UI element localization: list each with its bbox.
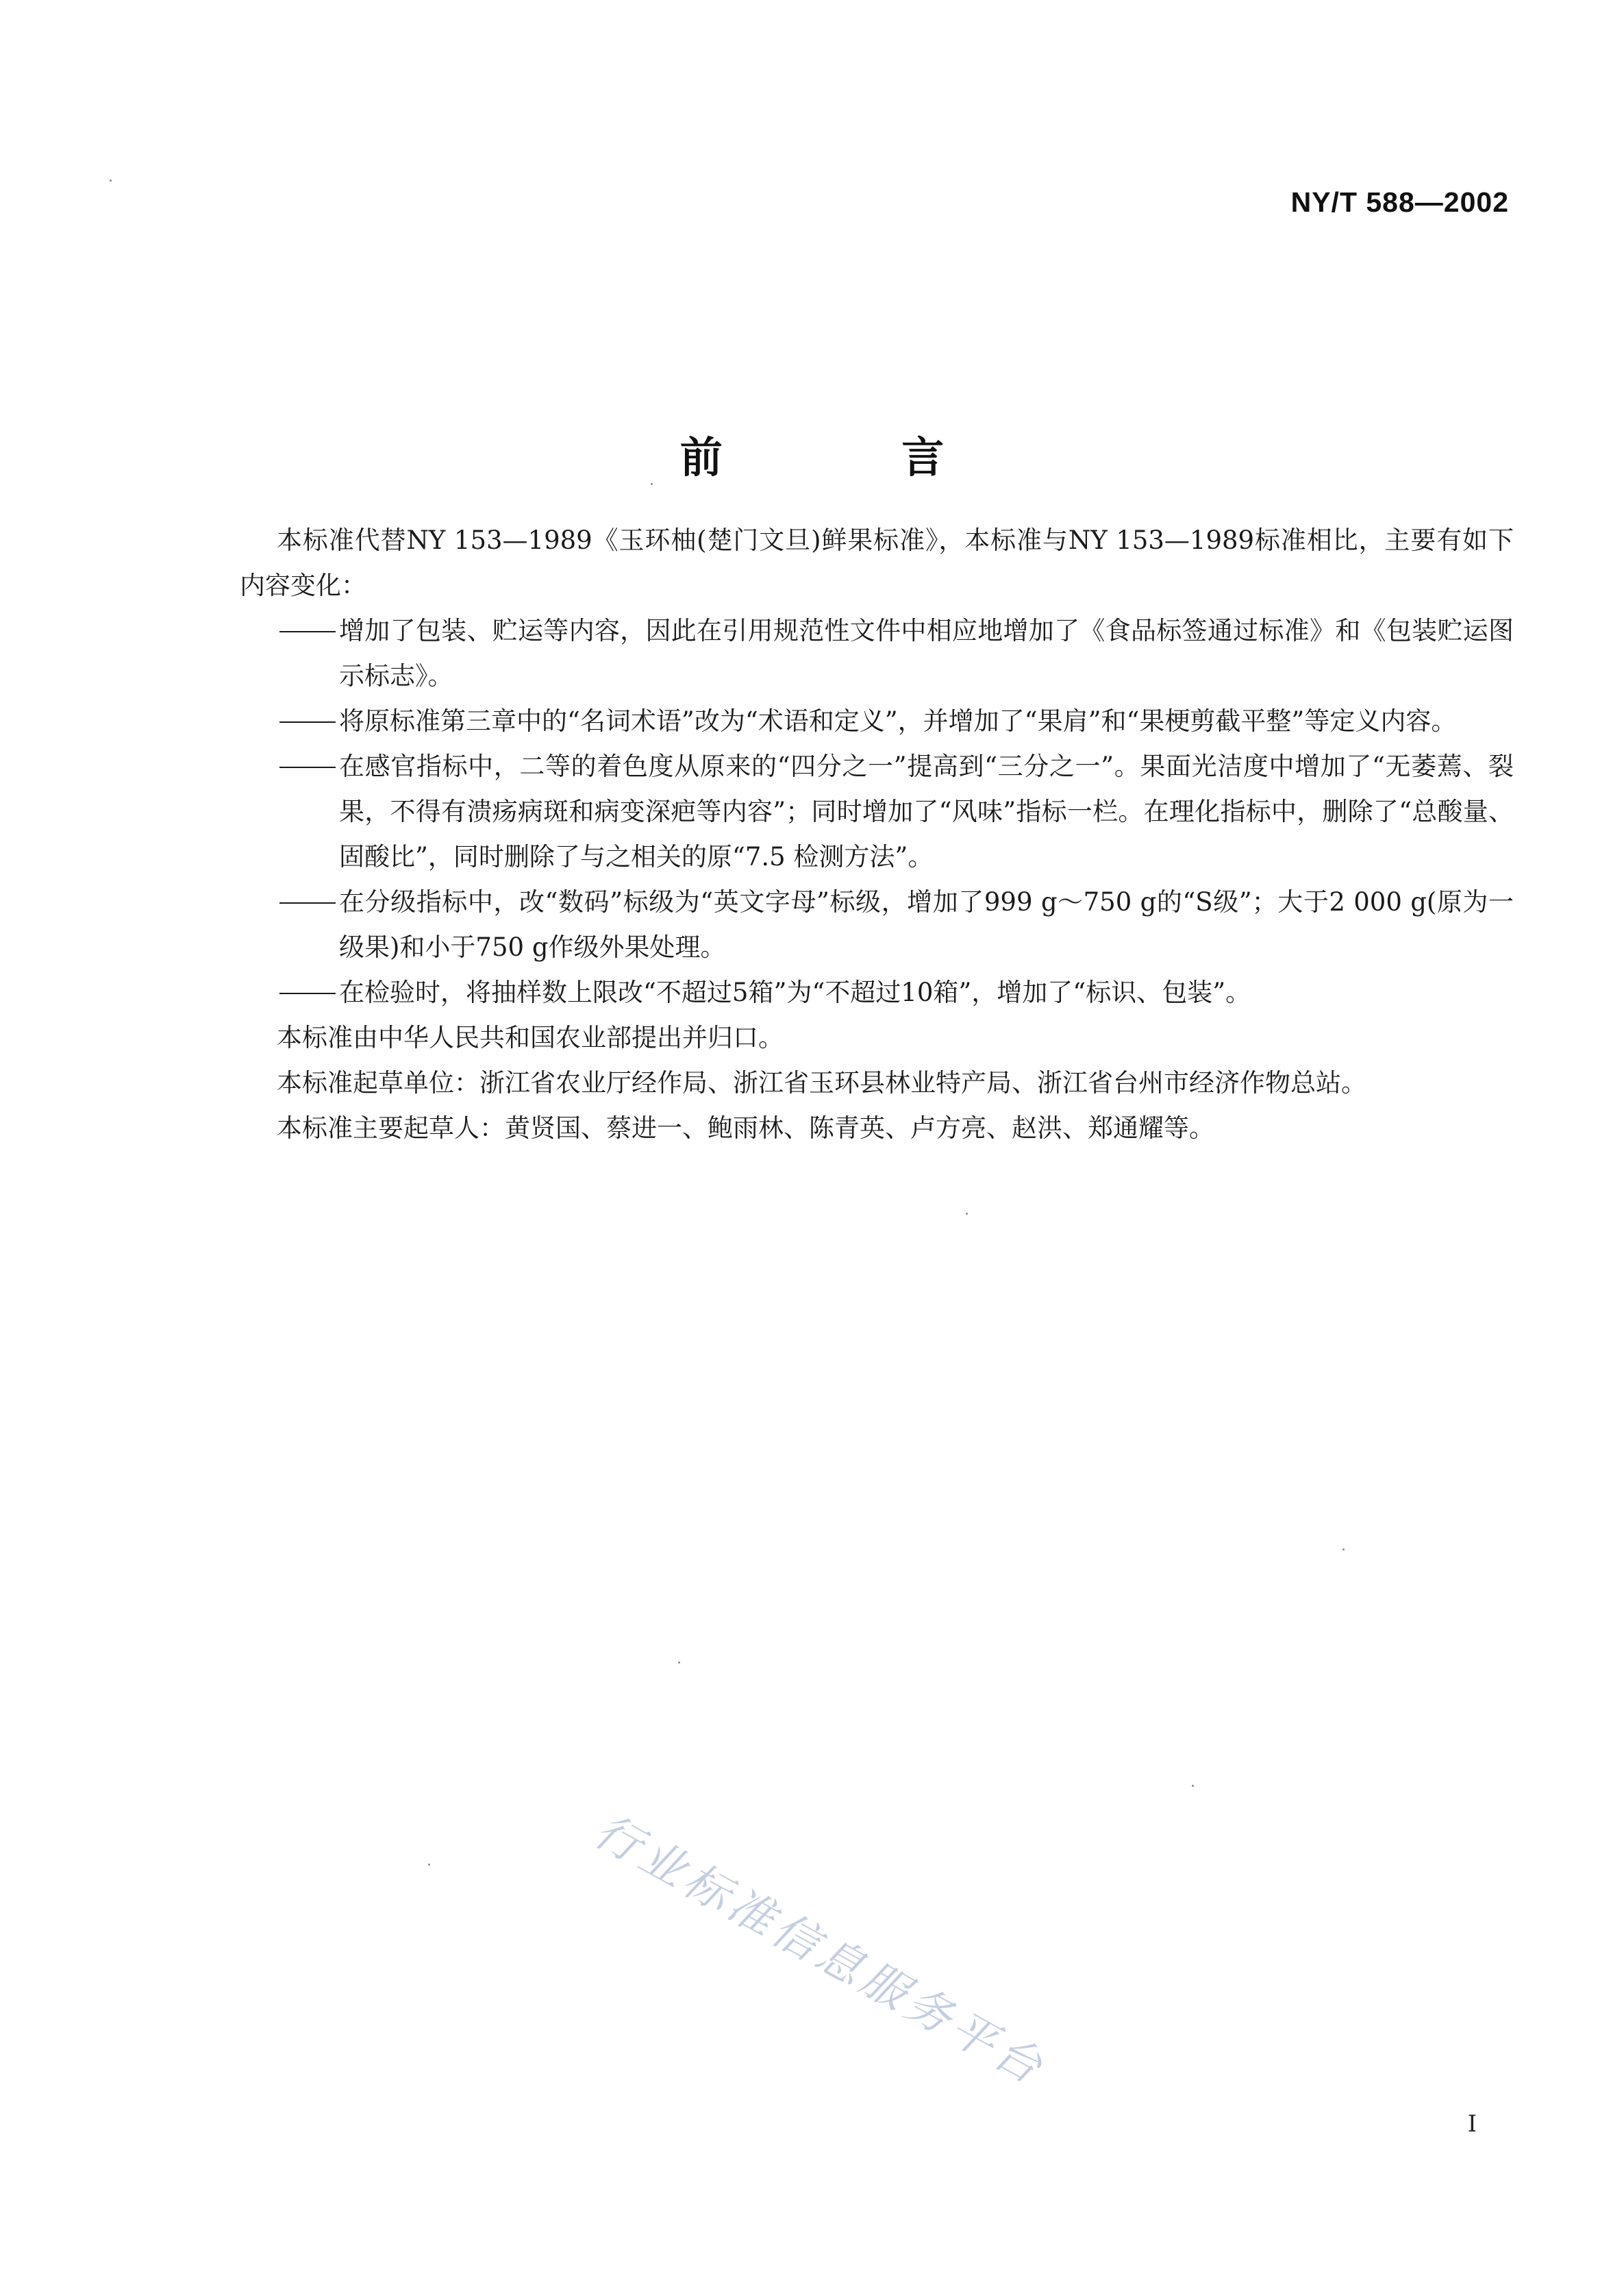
document-body (240, 518, 1514, 1151)
scan-speck (428, 1864, 430, 1866)
change-text: 在检验时，将抽样数上限改“不超过5箱”为“不超过10箱”，增加了“标识、包装”。 (339, 978, 1251, 1007)
scan-speck (678, 1661, 680, 1664)
change-text: 将原标准第三章中的“名词术语”改为“术语和定义”，并增加了“果肩”和“果梗剪截平整”等定义内容。 (339, 706, 1457, 736)
change-text: 在感官指标中，二等的着色度从原来的“四分之一”提高到“三分之一”。果面光洁度中增加了“无萎蔫、裂果，不得有溃疡病斑和病变深疤等内容”；同时增加了“风味”指标一栏。在理化指标中，删除了“总酸量、固酸比”，同时删除了与之相关的原“7.5 检测方法”。 (339, 752, 1514, 872)
scan-speck (651, 483, 653, 485)
change-text: 增加了包装、贮运等内容，因此在引用规范性文件中相应地增加了《食品标签通过标准》和《包装贮运图示标志》。 (339, 616, 1514, 691)
proposer-paragraph: 本标准由中华人民共和国农业部提出并归口。 (277, 1023, 784, 1052)
standard-code: NY/T 588—2002 (1290, 186, 1509, 218)
change-item (240, 608, 1514, 699)
change-text: 在分级指标中，改“数码”标级为“英文字母”标级，增加了999 g～750 g的“S级”；大于2 000 g(原为一级果)和小于750 g作级外果处理。 (339, 887, 1514, 962)
intro-paragraph: 本标准代替NY 153—1989《玉环柚(楚门文旦)鲜果标准》，本标准与NY 153—1989标准相比，主要有如下内容变化： (240, 526, 1514, 600)
drafting-units-paragraph: 本标准起草单位：浙江省农业厅经作局、浙江省玉环县林业特产局、浙江省台州市经济作物总站。 (277, 1068, 1366, 1098)
scan-speck (966, 1213, 968, 1215)
drafters-paragraph: 本标准主要起草人：黄贤国、蔡进一、鲍雨林、陈青英、卢方亮、赵洪、郑通耀等。 (277, 1113, 1214, 1143)
change-item (240, 744, 1514, 880)
change-item (240, 970, 1514, 1015)
change-item (240, 699, 1514, 744)
watermark: 行业标准信息服务平台 (586, 1804, 1055, 2097)
scan-speck (1342, 1548, 1345, 1550)
scan-speck (110, 180, 112, 182)
page-number: I (1467, 2110, 1477, 2138)
scan-speck (1192, 1785, 1194, 1787)
page-title: 前 言 (679, 432, 1027, 482)
change-item (240, 880, 1514, 970)
